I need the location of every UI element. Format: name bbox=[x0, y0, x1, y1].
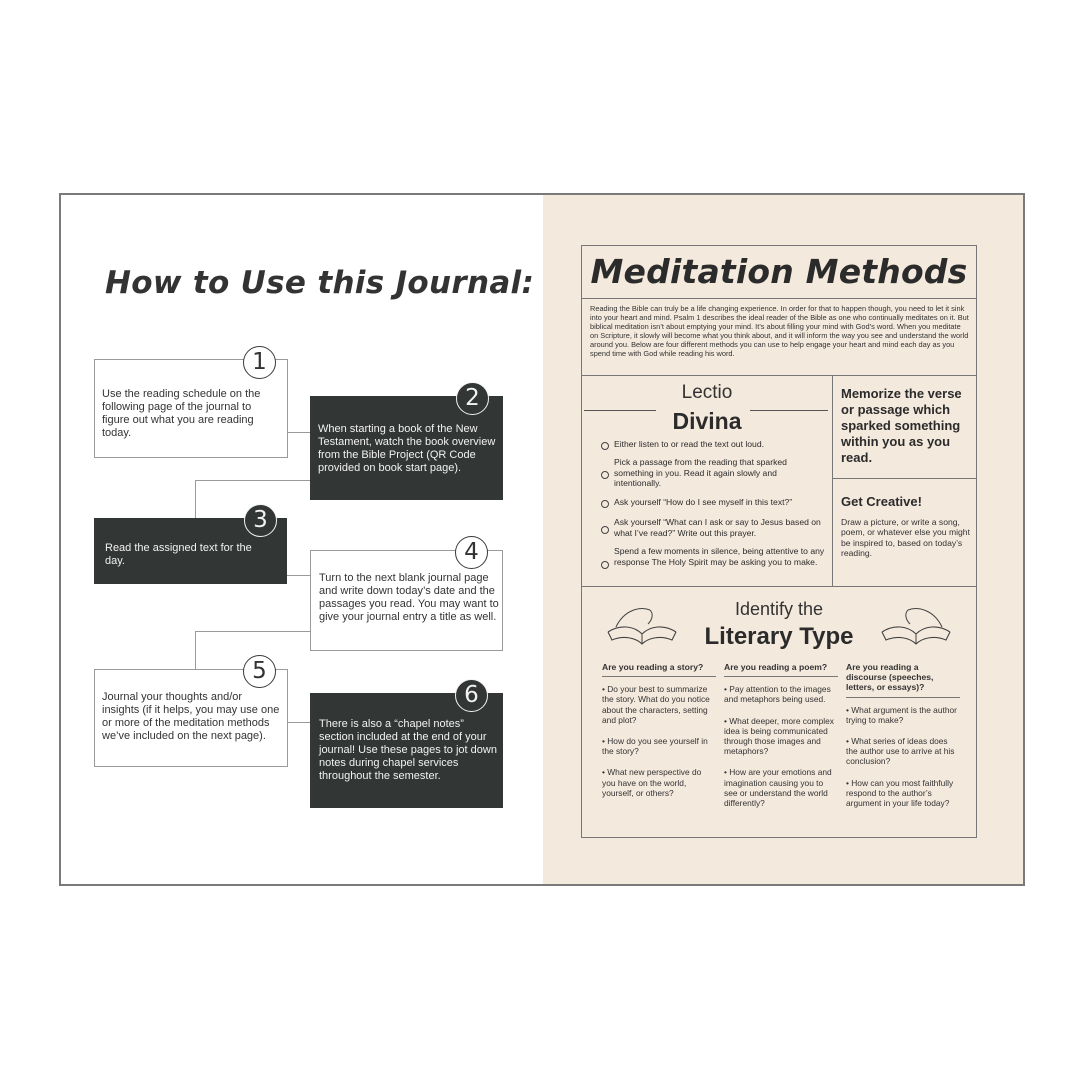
open-book-icon bbox=[880, 602, 952, 650]
step-3-text: Read the assigned text for the day. bbox=[105, 542, 252, 567]
connector-line bbox=[195, 631, 196, 669]
lectio-step: Ask yourself “How do I see myself in this text?” bbox=[614, 497, 793, 507]
column-point: • What new perspective do you have on the world, yourself, or others? bbox=[602, 767, 702, 798]
memorize-text: Memorize the verse or passage which sparked something within you as you read. bbox=[841, 386, 962, 465]
divider bbox=[832, 375, 833, 586]
step-1-text: Use the reading schedule on the following page of the journal to figure out what you are reading today. bbox=[102, 388, 261, 439]
literary-column-story bbox=[602, 662, 716, 809]
divider bbox=[582, 586, 976, 587]
column-point: • What deeper, more complex idea is being communicated through those images and metaphors? bbox=[724, 715, 834, 757]
connector-line bbox=[287, 722, 311, 723]
circle-bullet-icon bbox=[601, 471, 609, 479]
lectio-step: Spend a few moments in silence, being attentive to any response The Holy Spirit may be asking you to make. bbox=[614, 546, 825, 567]
step-number-6: 6 bbox=[455, 679, 488, 712]
connector-line bbox=[195, 631, 311, 632]
circle-bullet-icon bbox=[601, 526, 609, 534]
literary-column-poem bbox=[724, 662, 838, 819]
step-2 bbox=[310, 385, 503, 500]
divider bbox=[582, 375, 976, 376]
lectio-step: Pick a passage from the reading that sparked something in you. Read it again slowly and intentionally. bbox=[614, 457, 787, 488]
step-5-text: Journal your thoughts and/or insights (if it helps, you may use one or more of the meditation methods we’ve included on the next page). bbox=[102, 691, 280, 742]
step-6 bbox=[310, 682, 503, 808]
column-question: Are you reading a discourse (speeches, letters, or essays)? bbox=[846, 662, 960, 698]
connector-line bbox=[287, 432, 311, 433]
column-point: • What series of ideas does the author use to arrive at his conclusion? bbox=[846, 736, 955, 767]
connector-line bbox=[195, 480, 196, 518]
literary-heading: Literary Type bbox=[704, 623, 854, 650]
connector-line bbox=[195, 480, 311, 481]
lectio-step: Either listen to or read the text out loud. bbox=[614, 439, 765, 449]
step-number-3: 3 bbox=[244, 504, 277, 537]
intro-paragraph: Reading the Bible can truly be a life changing experience. In order for that to happen though, you need to let it sink into your heart and mind. Psalm 1 describes the ideal reader of the Bible as one who continually meditates on it. But biblical meditation isn’t about emptying your mind. It’s about filling your mind with God’s word. When you meditate on Scripture, it slowly will become what you think about, and it will inform the way you see and understand the world around you. Below are four different methods you can use to help engage your heart and mind each day as you spend time with God while reading his word. bbox=[590, 304, 969, 359]
step-number-5: 5 bbox=[243, 655, 276, 688]
step-6-text: There is also a “chapel notes” section included at the end of your journal! Use these pages to jot down notes during chapel services throughout the semester. bbox=[319, 718, 497, 782]
column-question: Are you reading a poem? bbox=[724, 662, 838, 677]
literary-heading-top: Identify the bbox=[734, 599, 824, 619]
circle-bullet-icon bbox=[601, 500, 609, 508]
column-point: • Do your best to summarize the story. What do you notice about the characters, setting and plot? bbox=[602, 684, 710, 725]
journal-spread bbox=[59, 193, 1025, 886]
divina-heading: Divina bbox=[672, 408, 742, 434]
lectio-step: Ask yourself “What can I ask or say to Jesus based on what I’ve read?” Write out this prayer. bbox=[614, 517, 821, 538]
step-2-text: When starting a book of the New Testament, watch the book overview from the Bible Project (QR Code provided on book start page). bbox=[318, 423, 496, 474]
get-creative-heading: Get Creative! bbox=[841, 494, 922, 509]
open-book-icon bbox=[606, 602, 678, 650]
page-title: How to Use this Journal: bbox=[105, 265, 535, 301]
divider bbox=[832, 478, 976, 479]
lectio-heading: Lectio bbox=[681, 382, 733, 403]
meditation-methods-title: Meditation Methods bbox=[582, 246, 976, 299]
column-point: • Pay attention to the images and metaphors being used. bbox=[724, 684, 831, 705]
step-4 bbox=[310, 539, 503, 651]
step-4-text: Turn to the next blank journal page and write down today’s date and the passages you read. You may want to give your journal entry a title as well. bbox=[319, 572, 499, 623]
column-point: • What argument is the author trying to make? bbox=[846, 704, 957, 725]
step-number-1: 1 bbox=[243, 346, 276, 379]
column-point: • How do you see yourself in the story? bbox=[602, 736, 708, 757]
literary-column-discourse bbox=[846, 662, 960, 819]
step-number-2: 2 bbox=[456, 382, 489, 415]
step-5 bbox=[94, 658, 288, 767]
column-point: • How can you most faithfully respond to the author’s argument in your life today? bbox=[846, 777, 954, 809]
circle-bullet-icon bbox=[601, 442, 609, 450]
connector-line bbox=[287, 575, 311, 576]
step-3 bbox=[94, 507, 287, 584]
left-page bbox=[61, 195, 543, 884]
get-creative-text: Draw a picture, or write a song, poem, or whatever else you might be inspired to, based on today’s reading. bbox=[841, 517, 970, 559]
step-1 bbox=[94, 349, 288, 458]
circle-bullet-icon bbox=[601, 561, 609, 569]
column-point: • How are your emotions and imagination causing you to see or understand the world differently? bbox=[724, 767, 832, 809]
column-question: Are you reading a story? bbox=[602, 662, 716, 677]
right-page bbox=[543, 195, 1023, 884]
step-number-4: 4 bbox=[455, 536, 488, 569]
meditation-methods-panel bbox=[581, 245, 977, 838]
